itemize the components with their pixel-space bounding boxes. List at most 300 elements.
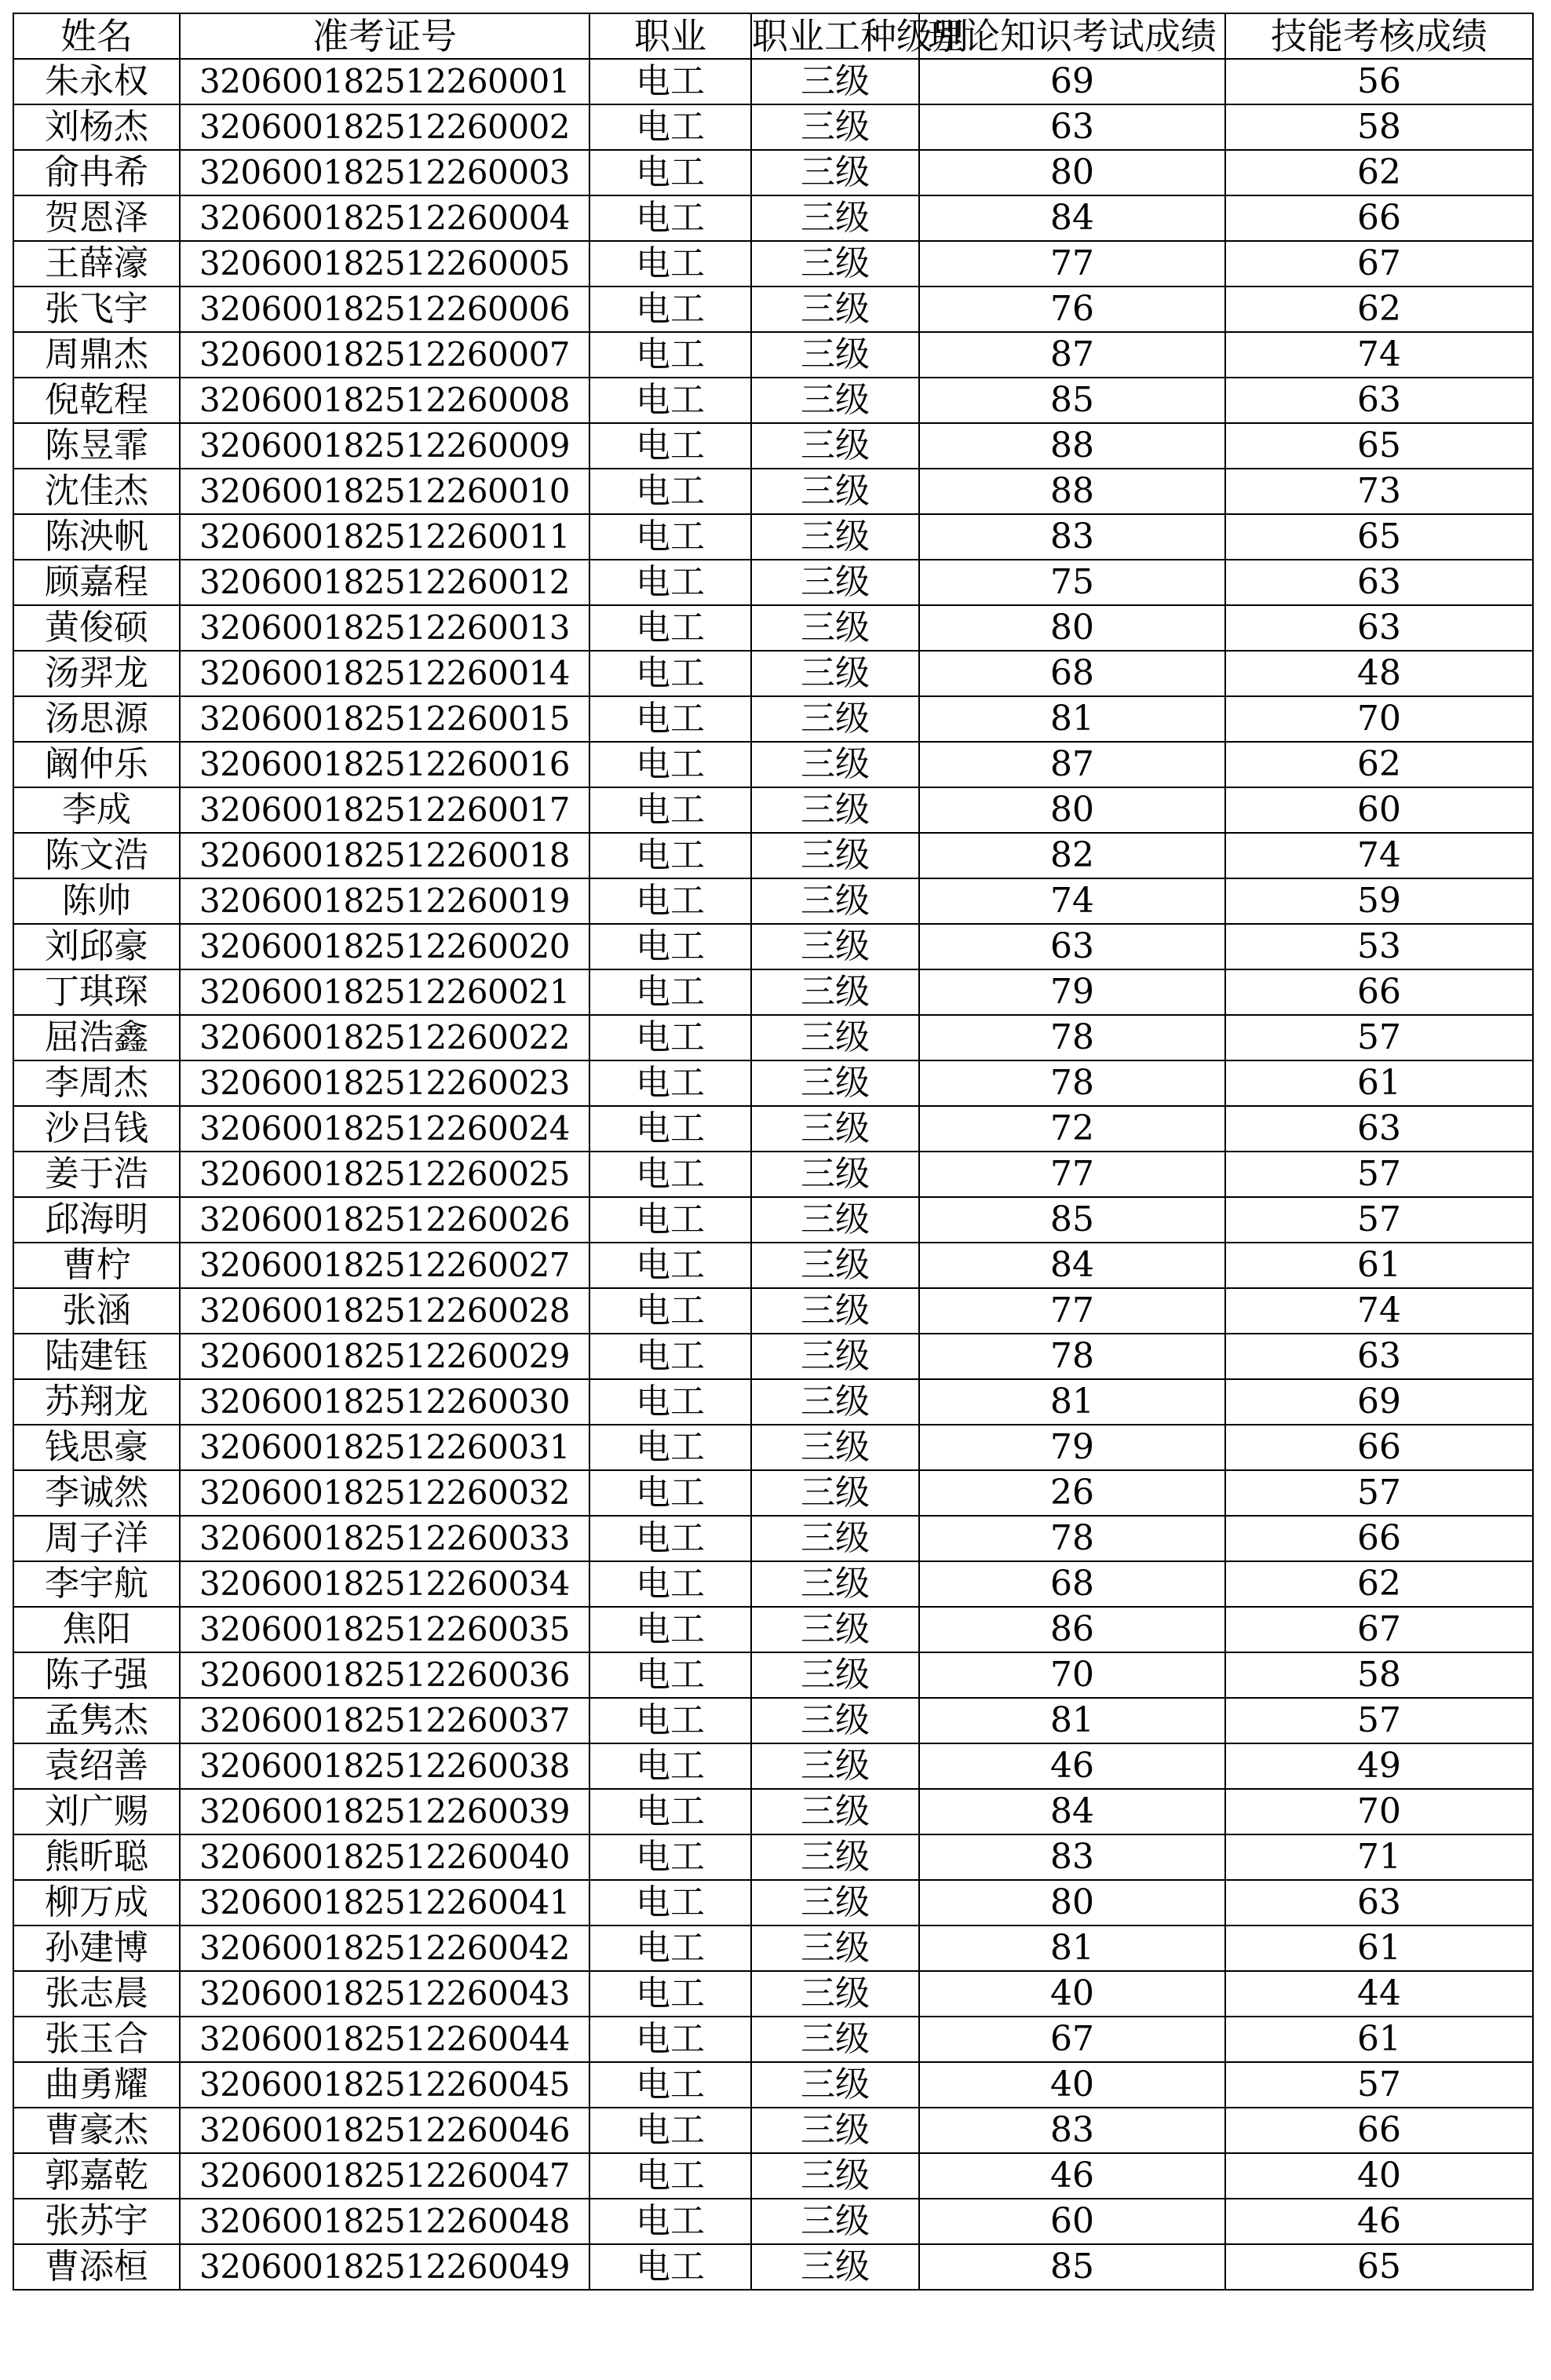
table-row: [13, 1334, 1533, 1379]
cell-level: 三级: [751, 1197, 919, 1243]
cell-theory-score: 83: [919, 514, 1225, 560]
cell-exam-id: 320600182512260031: [180, 1425, 589, 1470]
cell-occupation: 电工: [589, 2153, 751, 2199]
cell-exam-id: 320600182512260044: [180, 2017, 589, 2062]
cell-level: 三级: [751, 469, 919, 514]
table-row: [13, 287, 1533, 332]
table-row: [13, 1425, 1533, 1470]
cell-occupation: 电工: [589, 1425, 751, 1470]
cell-name: 丁琪琛: [13, 969, 180, 1015]
cell-occupation: 电工: [589, 1152, 751, 1197]
cell-exam-id: 320600182512260004: [180, 195, 589, 241]
cell-name: 袁绍善: [13, 1743, 180, 1789]
table-row: [13, 2108, 1533, 2153]
cell-name: 王薛濠: [13, 241, 180, 287]
cell-name: 俞冉希: [13, 150, 180, 195]
cell-skill-score: 49: [1225, 1743, 1533, 1789]
table-row: [13, 2017, 1533, 2062]
cell-name: 张志晨: [13, 1971, 180, 2017]
cell-theory-score: 81: [919, 1379, 1225, 1425]
table-row: [13, 1015, 1533, 1060]
cell-skill-score: 61: [1225, 1926, 1533, 1971]
cell-skill-score: 66: [1225, 1516, 1533, 1561]
score-sheet: [13, 13, 1534, 2291]
cell-theory-score: 84: [919, 195, 1225, 241]
cell-skill-score: 65: [1225, 423, 1533, 469]
cell-name: 阚仲乐: [13, 742, 180, 787]
cell-occupation: 电工: [589, 1516, 751, 1561]
cell-occupation: 电工: [589, 1470, 751, 1516]
cell-occupation: 电工: [589, 1926, 751, 1971]
cell-occupation: 电工: [589, 1561, 751, 1607]
cell-name: 陈帅: [13, 878, 180, 924]
cell-skill-score: 62: [1225, 150, 1533, 195]
header-row: [13, 13, 1533, 59]
table-row: [13, 1152, 1533, 1197]
cell-level: 三级: [751, 605, 919, 651]
cell-theory-score: 79: [919, 969, 1225, 1015]
cell-theory-score: 72: [919, 1106, 1225, 1152]
cell-theory-score: 83: [919, 2108, 1225, 2153]
cell-occupation: 电工: [589, 514, 751, 560]
cell-exam-id: 320600182512260047: [180, 2153, 589, 2199]
cell-occupation: 电工: [589, 1789, 751, 1834]
cell-theory-score: 78: [919, 1516, 1225, 1561]
table-row: [13, 1880, 1533, 1926]
cell-exam-id: 320600182512260013: [180, 605, 589, 651]
cell-theory-score: 80: [919, 1880, 1225, 1926]
cell-name: 熊昕聪: [13, 1834, 180, 1880]
cell-occupation: 电工: [589, 287, 751, 332]
cell-name: 黄俊硕: [13, 605, 180, 651]
table-row: [13, 378, 1533, 423]
cell-level: 三级: [751, 924, 919, 969]
cell-occupation: 电工: [589, 241, 751, 287]
cell-skill-score: 66: [1225, 2108, 1533, 2153]
cell-name: 陈子强: [13, 1652, 180, 1698]
cell-occupation: 电工: [589, 150, 751, 195]
cell-exam-id: 320600182512260008: [180, 378, 589, 423]
cell-exam-id: 320600182512260027: [180, 1243, 589, 1288]
table-row: [13, 1470, 1533, 1516]
cell-occupation: 电工: [589, 1106, 751, 1152]
cell-name: 刘杨杰: [13, 104, 180, 150]
cell-exam-id: 320600182512260030: [180, 1379, 589, 1425]
cell-level: 三级: [751, 2108, 919, 2153]
cell-exam-id: 320600182512260011: [180, 514, 589, 560]
cell-theory-score: 81: [919, 1698, 1225, 1743]
cell-name: 张苏宇: [13, 2199, 180, 2244]
cell-exam-id: 320600182512260049: [180, 2244, 589, 2290]
cell-occupation: 电工: [589, 2062, 751, 2108]
cell-skill-score: 63: [1225, 560, 1533, 605]
cell-exam-id: 320600182512260017: [180, 787, 589, 833]
cell-occupation: 电工: [589, 1880, 751, 1926]
cell-name: 沈佳杰: [13, 469, 180, 514]
cell-skill-score: 62: [1225, 287, 1533, 332]
cell-exam-id: 320600182512260025: [180, 1152, 589, 1197]
table-row: [13, 1243, 1533, 1288]
table-row: [13, 787, 1533, 833]
cell-exam-id: 320600182512260016: [180, 742, 589, 787]
cell-level: 三级: [751, 1334, 919, 1379]
cell-theory-score: 46: [919, 1743, 1225, 1789]
cell-occupation: 电工: [589, 2199, 751, 2244]
cell-occupation: 电工: [589, 1652, 751, 1698]
cell-exam-id: 320600182512260005: [180, 241, 589, 287]
cell-exam-id: 320600182512260043: [180, 1971, 589, 2017]
cell-name: 汤思源: [13, 696, 180, 742]
table-row: [13, 1971, 1533, 2017]
cell-theory-score: 85: [919, 2244, 1225, 2290]
cell-theory-score: 80: [919, 605, 1225, 651]
table-row: [13, 605, 1533, 651]
cell-exam-id: 320600182512260007: [180, 332, 589, 378]
cell-level: 三级: [751, 1516, 919, 1561]
cell-skill-score: 65: [1225, 514, 1533, 560]
cell-name: 倪乾程: [13, 378, 180, 423]
cell-occupation: 电工: [589, 1288, 751, 1334]
cell-theory-score: 81: [919, 696, 1225, 742]
cell-level: 三级: [751, 1106, 919, 1152]
cell-name: 陆建钰: [13, 1334, 180, 1379]
cell-exam-id: 320600182512260041: [180, 1880, 589, 1926]
cell-exam-id: 320600182512260034: [180, 1561, 589, 1607]
cell-level: 三级: [751, 1425, 919, 1470]
cell-name: 邱海明: [13, 1197, 180, 1243]
cell-name: 李宇航: [13, 1561, 180, 1607]
table-row: [13, 878, 1533, 924]
cell-theory-score: 76: [919, 287, 1225, 332]
cell-theory-score: 63: [919, 924, 1225, 969]
cell-skill-score: 57: [1225, 2062, 1533, 2108]
table-row: [13, 1926, 1533, 1971]
cell-exam-id: 320600182512260021: [180, 969, 589, 1015]
cell-skill-score: 57: [1225, 1152, 1533, 1197]
header-theory-score: 理论知识考试成绩: [919, 13, 1225, 59]
cell-name: 陈泱帆: [13, 514, 180, 560]
cell-theory-score: 80: [919, 150, 1225, 195]
cell-exam-id: 320600182512260001: [180, 59, 589, 104]
cell-skill-score: 59: [1225, 878, 1533, 924]
cell-occupation: 电工: [589, 1197, 751, 1243]
cell-level: 三级: [751, 1243, 919, 1288]
cell-theory-score: 81: [919, 1926, 1225, 1971]
cell-exam-id: 320600182512260038: [180, 1743, 589, 1789]
cell-level: 三级: [751, 2244, 919, 2290]
table-row: [13, 2244, 1533, 2290]
cell-theory-score: 68: [919, 651, 1225, 696]
cell-name: 屈浩鑫: [13, 1015, 180, 1060]
cell-occupation: 电工: [589, 787, 751, 833]
cell-theory-score: 86: [919, 1607, 1225, 1652]
cell-occupation: 电工: [589, 332, 751, 378]
cell-exam-id: 320600182512260048: [180, 2199, 589, 2244]
cell-name: 曹柠: [13, 1243, 180, 1288]
cell-level: 三级: [751, 1379, 919, 1425]
cell-level: 三级: [751, 1880, 919, 1926]
cell-skill-score: 57: [1225, 1470, 1533, 1516]
cell-exam-id: 320600182512260009: [180, 423, 589, 469]
cell-theory-score: 70: [919, 1652, 1225, 1698]
cell-name: 刘广赐: [13, 1789, 180, 1834]
cell-occupation: 电工: [589, 1834, 751, 1880]
cell-theory-score: 88: [919, 469, 1225, 514]
cell-name: 张涵: [13, 1288, 180, 1334]
cell-level: 三级: [751, 969, 919, 1015]
cell-theory-score: 84: [919, 1243, 1225, 1288]
cell-theory-score: 40: [919, 2062, 1225, 2108]
cell-level: 三级: [751, 1971, 919, 2017]
cell-occupation: 电工: [589, 696, 751, 742]
cell-level: 三级: [751, 2062, 919, 2108]
table-row: [13, 1106, 1533, 1152]
cell-level: 三级: [751, 2153, 919, 2199]
cell-skill-score: 69: [1225, 1379, 1533, 1425]
table-row: [13, 1288, 1533, 1334]
cell-exam-id: 320600182512260020: [180, 924, 589, 969]
cell-theory-score: 83: [919, 1834, 1225, 1880]
cell-theory-score: 85: [919, 1197, 1225, 1243]
cell-level: 三级: [751, 195, 919, 241]
cell-theory-score: 77: [919, 241, 1225, 287]
cell-level: 三级: [751, 833, 919, 878]
score-table: [13, 13, 1534, 2291]
cell-exam-id: 320600182512260028: [180, 1288, 589, 1334]
table-row: [13, 1834, 1533, 1880]
cell-theory-score: 78: [919, 1015, 1225, 1060]
cell-name: 陈文浩: [13, 833, 180, 878]
cell-exam-id: 320600182512260024: [180, 1106, 589, 1152]
cell-level: 三级: [751, 1926, 919, 1971]
cell-level: 三级: [751, 696, 919, 742]
cell-exam-id: 320600182512260036: [180, 1652, 589, 1698]
cell-level: 三级: [751, 1607, 919, 1652]
cell-theory-score: 79: [919, 1425, 1225, 1470]
cell-level: 三级: [751, 104, 919, 150]
cell-theory-score: 75: [919, 560, 1225, 605]
table-row: [13, 1516, 1533, 1561]
cell-skill-score: 65: [1225, 2244, 1533, 2290]
cell-theory-score: 80: [919, 787, 1225, 833]
cell-skill-score: 67: [1225, 241, 1533, 287]
table-row: [13, 2062, 1533, 2108]
cell-exam-id: 320600182512260026: [180, 1197, 589, 1243]
cell-occupation: 电工: [589, 1743, 751, 1789]
cell-exam-id: 320600182512260033: [180, 1516, 589, 1561]
cell-exam-id: 320600182512260010: [180, 469, 589, 514]
cell-skill-score: 56: [1225, 59, 1533, 104]
cell-name: 曲勇耀: [13, 2062, 180, 2108]
cell-skill-score: 74: [1225, 332, 1533, 378]
cell-theory-score: 67: [919, 2017, 1225, 2062]
cell-occupation: 电工: [589, 560, 751, 605]
cell-theory-score: 26: [919, 1470, 1225, 1516]
table-row: [13, 59, 1533, 104]
cell-name: 苏翔龙: [13, 1379, 180, 1425]
cell-level: 三级: [751, 241, 919, 287]
cell-theory-score: 60: [919, 2199, 1225, 2244]
cell-skill-score: 63: [1225, 1880, 1533, 1926]
cell-theory-score: 88: [919, 423, 1225, 469]
cell-skill-score: 63: [1225, 1334, 1533, 1379]
cell-exam-id: 320600182512260035: [180, 1607, 589, 1652]
cell-level: 三级: [751, 1470, 919, 1516]
cell-occupation: 电工: [589, 1334, 751, 1379]
cell-exam-id: 320600182512260006: [180, 287, 589, 332]
cell-theory-score: 68: [919, 1561, 1225, 1607]
table-row: [13, 651, 1533, 696]
cell-exam-id: 320600182512260003: [180, 150, 589, 195]
cell-exam-id: 320600182512260045: [180, 2062, 589, 2108]
cell-level: 三级: [751, 378, 919, 423]
cell-level: 三级: [751, 1834, 919, 1880]
cell-occupation: 电工: [589, 2017, 751, 2062]
cell-name: 汤羿龙: [13, 651, 180, 696]
table-row: [13, 104, 1533, 150]
cell-skill-score: 74: [1225, 833, 1533, 878]
cell-skill-score: 62: [1225, 1561, 1533, 1607]
cell-occupation: 电工: [589, 742, 751, 787]
header-skill-score: 技能考核成绩: [1225, 13, 1533, 59]
cell-occupation: 电工: [589, 1698, 751, 1743]
table-row: [13, 195, 1533, 241]
cell-skill-score: 67: [1225, 1607, 1533, 1652]
cell-skill-score: 70: [1225, 1789, 1533, 1834]
cell-name: 朱永权: [13, 59, 180, 104]
cell-skill-score: 40: [1225, 2153, 1533, 2199]
cell-occupation: 电工: [589, 59, 751, 104]
cell-name: 姜于浩: [13, 1152, 180, 1197]
cell-exam-id: 320600182512260037: [180, 1698, 589, 1743]
cell-level: 三级: [751, 1060, 919, 1106]
cell-name: 钱思豪: [13, 1425, 180, 1470]
cell-exam-id: 320600182512260018: [180, 833, 589, 878]
cell-occupation: 电工: [589, 1060, 751, 1106]
cell-skill-score: 63: [1225, 605, 1533, 651]
cell-skill-score: 66: [1225, 195, 1533, 241]
cell-theory-score: 84: [919, 1789, 1225, 1834]
table-row: [13, 1197, 1533, 1243]
table-row: [13, 1789, 1533, 1834]
cell-level: 三级: [751, 787, 919, 833]
cell-skill-score: 46: [1225, 2199, 1533, 2244]
cell-occupation: 电工: [589, 605, 751, 651]
table-row: [13, 969, 1533, 1015]
table-row: [13, 1060, 1533, 1106]
table-row: [13, 2199, 1533, 2244]
cell-exam-id: 320600182512260040: [180, 1834, 589, 1880]
cell-level: 三级: [751, 1152, 919, 1197]
cell-theory-score: 63: [919, 104, 1225, 150]
cell-theory-score: 69: [919, 59, 1225, 104]
cell-level: 三级: [751, 1288, 919, 1334]
cell-exam-id: 320600182512260015: [180, 696, 589, 742]
cell-level: 三级: [751, 332, 919, 378]
cell-occupation: 电工: [589, 969, 751, 1015]
cell-skill-score: 66: [1225, 969, 1533, 1015]
table-row: [13, 332, 1533, 378]
table-row: [13, 150, 1533, 195]
cell-theory-score: 82: [919, 833, 1225, 878]
cell-skill-score: 53: [1225, 924, 1533, 969]
table-row: [13, 1561, 1533, 1607]
cell-skill-score: 66: [1225, 1425, 1533, 1470]
cell-occupation: 电工: [589, 924, 751, 969]
cell-occupation: 电工: [589, 104, 751, 150]
cell-level: 三级: [751, 514, 919, 560]
cell-occupation: 电工: [589, 423, 751, 469]
cell-skill-score: 44: [1225, 1971, 1533, 2017]
cell-skill-score: 57: [1225, 1015, 1533, 1060]
table-row: [13, 1379, 1533, 1425]
cell-level: 三级: [751, 287, 919, 332]
cell-skill-score: 63: [1225, 1106, 1533, 1152]
cell-level: 三级: [751, 59, 919, 104]
cell-name: 沙吕钱: [13, 1106, 180, 1152]
header-occupation: 职业: [589, 13, 751, 59]
cell-exam-id: 320600182512260032: [180, 1470, 589, 1516]
cell-skill-score: 61: [1225, 2017, 1533, 2062]
cell-skill-score: 57: [1225, 1698, 1533, 1743]
cell-exam-id: 320600182512260012: [180, 560, 589, 605]
cell-name: 孟隽杰: [13, 1698, 180, 1743]
cell-name: 周鼎杰: [13, 332, 180, 378]
cell-occupation: 电工: [589, 195, 751, 241]
table-row: [13, 833, 1533, 878]
cell-name: 李周杰: [13, 1060, 180, 1106]
cell-name: 孙建博: [13, 1926, 180, 1971]
cell-name: 柳万成: [13, 1880, 180, 1926]
cell-name: 顾嘉程: [13, 560, 180, 605]
cell-level: 三级: [751, 1561, 919, 1607]
cell-name: 周子洋: [13, 1516, 180, 1561]
cell-name: 刘邱豪: [13, 924, 180, 969]
cell-theory-score: 46: [919, 2153, 1225, 2199]
cell-skill-score: 62: [1225, 742, 1533, 787]
cell-skill-score: 70: [1225, 696, 1533, 742]
cell-skill-score: 58: [1225, 1652, 1533, 1698]
table-row: [13, 560, 1533, 605]
cell-occupation: 电工: [589, 2108, 751, 2153]
cell-theory-score: 78: [919, 1334, 1225, 1379]
cell-skill-score: 58: [1225, 104, 1533, 150]
cell-name: 贺恩泽: [13, 195, 180, 241]
cell-occupation: 电工: [589, 469, 751, 514]
table-row: [13, 423, 1533, 469]
cell-level: 三级: [751, 878, 919, 924]
cell-level: 三级: [751, 1015, 919, 1060]
cell-level: 三级: [751, 560, 919, 605]
cell-exam-id: 320600182512260046: [180, 2108, 589, 2153]
cell-level: 三级: [751, 2199, 919, 2244]
cell-theory-score: 87: [919, 332, 1225, 378]
cell-occupation: 电工: [589, 1015, 751, 1060]
cell-exam-id: 320600182512260042: [180, 1926, 589, 1971]
table-row: [13, 696, 1533, 742]
cell-theory-score: 40: [919, 1971, 1225, 2017]
cell-theory-score: 77: [919, 1152, 1225, 1197]
cell-theory-score: 87: [919, 742, 1225, 787]
table-row: [13, 2153, 1533, 2199]
header-exam-id: 准考证号: [180, 13, 589, 59]
cell-name: 张飞宇: [13, 287, 180, 332]
cell-exam-id: 320600182512260029: [180, 1334, 589, 1379]
cell-exam-id: 320600182512260022: [180, 1015, 589, 1060]
header-level: 职业工种级别: [752, 15, 969, 57]
cell-occupation: 电工: [589, 878, 751, 924]
cell-skill-score: 73: [1225, 469, 1533, 514]
